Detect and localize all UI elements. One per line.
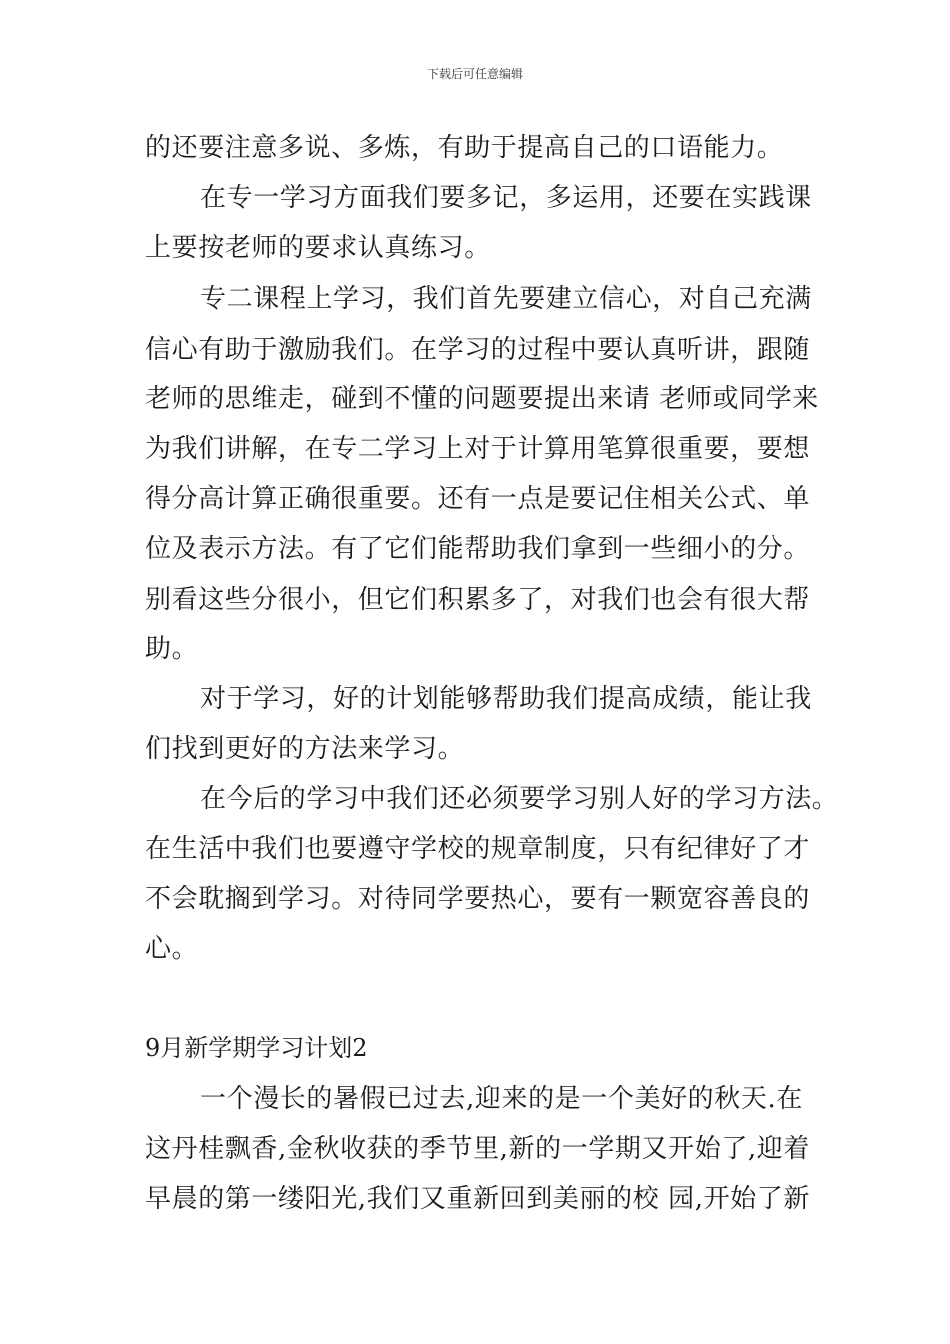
body-line: 助。 bbox=[145, 634, 199, 664]
section-title: 9月新学期学习计划2 bbox=[145, 1034, 368, 1062]
body-line: 老师的思维走，碰到不懂的问题要提出来请 老师或同学来 bbox=[145, 384, 819, 414]
body-line: 得分高计算正确很重要。还有一点是要记住相关公式、单 bbox=[145, 484, 811, 514]
body-line: 信心有助于激励我们。在学习的过程中要认真听讲，跟随 bbox=[145, 335, 811, 365]
body-line: 在今后的学习中我们还必须要学习别人好的学习方法。 bbox=[200, 784, 839, 814]
body-line: 不会耽搁到学习。对待同学要热心，要有一颗宽容善良的 bbox=[145, 884, 811, 914]
body-line: 上要按老师的要求认真练习。 bbox=[145, 233, 491, 263]
body-line: 心。 bbox=[145, 934, 199, 964]
body-line: 们找到更好的方法来学习。 bbox=[145, 734, 465, 764]
body-line: 早晨的第一缕阳光,我们又重新回到美丽的校 园,开始了新 bbox=[145, 1184, 810, 1214]
body-line: 对于学习，好的计划能够帮助我们提高成绩，能让我 bbox=[200, 684, 812, 714]
page-header: 下载后可任意编辑 bbox=[426, 67, 523, 81]
body-line: 一个漫长的暑假已过去,迎来的是一个美好的秋天.在 bbox=[200, 1084, 803, 1114]
body-line: 在专一学习方面我们要多记，多运用，还要在实践课 bbox=[200, 183, 812, 213]
body-line: 为我们讲解，在专二学习上对于计算用笔算很重要，要想 bbox=[145, 434, 811, 464]
body-line: 专二课程上学习，我们首先要建立信心，对自己充满 bbox=[200, 284, 812, 314]
body-line: 的还要注意多说、多炼，有助于提高自己的口语能力。 bbox=[145, 133, 784, 163]
body-line: 在生活中我们也要遵守学校的规章制度，只有纪律好了才 bbox=[145, 834, 811, 864]
body-line: 别看这些分很小，但它们积累多了，对我们也会有很大帮 bbox=[145, 585, 811, 615]
body-line: 这丹桂飘香,金秋收获的季节里,新的一学期又开始了,迎着 bbox=[145, 1134, 810, 1164]
body-line: 位及表示方法。有了它们能帮助我们拿到一些细小的分。 bbox=[145, 534, 811, 564]
